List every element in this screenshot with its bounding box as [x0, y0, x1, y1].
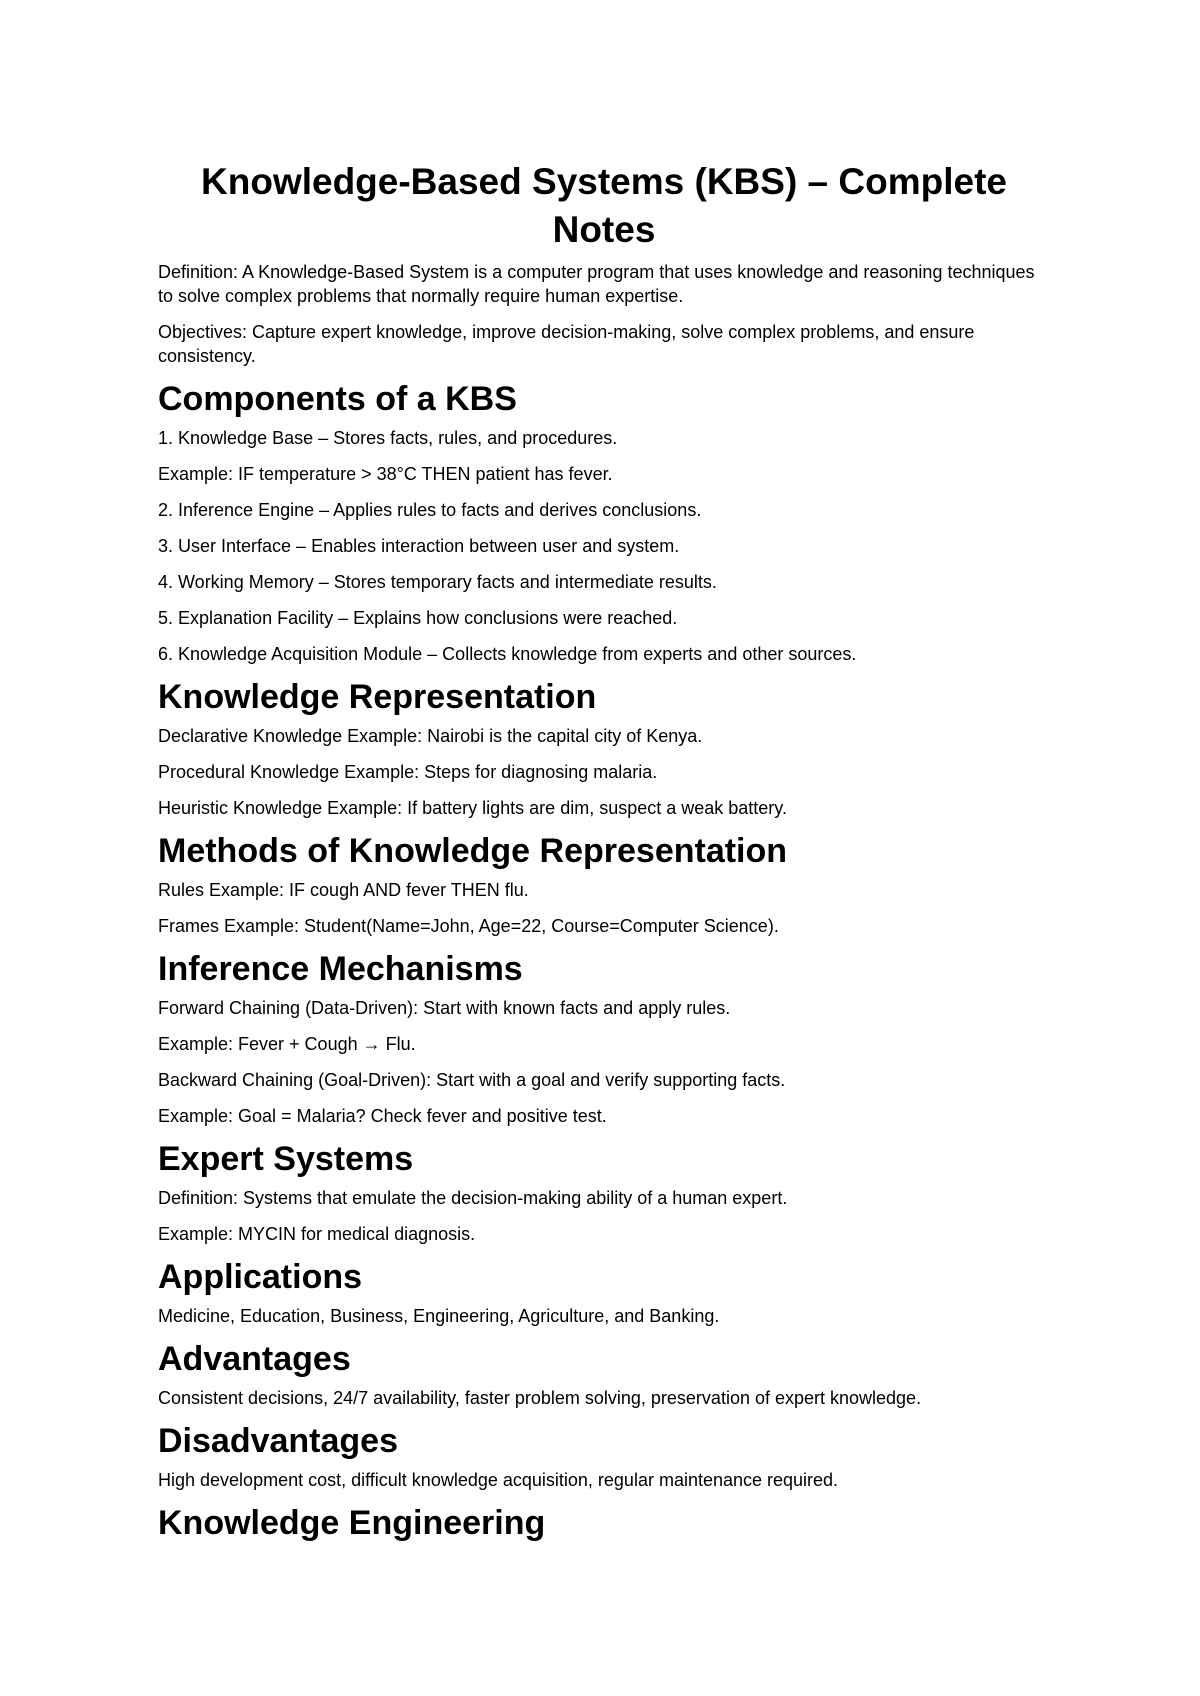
- section-paragraph: Procedural Knowledge Example: Steps for diagnosing malaria.: [158, 762, 658, 782]
- section-paragraph: 2. Inference Engine – Applies rules to facts and derives conclusions.: [158, 500, 702, 520]
- section-paragraph: Definition: Systems that emulate the decision-making ability of a human expert.: [158, 1188, 788, 1208]
- section-paragraph: 5. Explanation Facility – Explains how conclusions were reached.: [158, 608, 678, 628]
- section-paragraph: Heuristic Knowledge Example: If battery lights are dim, suspect a weak battery.: [158, 798, 787, 818]
- intro-objectives: Objectives: Capture expert knowledge, improve decision-making, solve complex problems, and ensure consistency.: [158, 322, 975, 366]
- section-paragraph: 3. User Interface – Enables interaction between user and system.: [158, 536, 680, 556]
- section-paragraph: Consistent decisions, 24/7 availability, faster problem solving, preservation of expert knowledge.: [158, 1388, 922, 1408]
- section-heading-knowledge-engineering: Knowledge Engineering: [158, 1504, 546, 1542]
- section-heading-knowledge-representation: Knowledge Representation: [158, 678, 597, 716]
- section-heading-disadvantages: Disadvantages: [158, 1422, 398, 1460]
- section-paragraph: Rules Example: IF cough AND fever THEN flu.: [158, 880, 529, 900]
- section-paragraph: Forward Chaining (Data-Driven): Start with known facts and apply rules.: [158, 998, 731, 1018]
- document-title: Knowledge-Based Systems (KBS) – Complete Notes: [201, 161, 1007, 250]
- section-heading-applications: Applications: [158, 1258, 363, 1296]
- section-paragraph: Backward Chaining (Goal-Driven): Start with a goal and verify supporting facts.: [158, 1070, 786, 1090]
- section-heading-inference: Inference Mechanisms: [158, 950, 523, 988]
- section-paragraph: Medicine, Education, Business, Engineering, Agriculture, and Banking.: [158, 1306, 720, 1326]
- section-paragraph: 4. Working Memory – Stores temporary facts and intermediate results.: [158, 572, 717, 592]
- section-heading-components: Components of a KBS: [158, 380, 517, 418]
- section-paragraph: Example: MYCIN for medical diagnosis.: [158, 1224, 476, 1244]
- section-heading-expert-systems: Expert Systems: [158, 1140, 414, 1178]
- section-paragraph: Example: Fever + Cough → Flu.: [158, 1034, 416, 1054]
- section-paragraph: 6. Knowledge Acquisition Module – Collects knowledge from experts and other sources.: [158, 644, 857, 664]
- section-heading-methods: Methods of Knowledge Representation: [158, 832, 788, 870]
- section-paragraph: Declarative Knowledge Example: Nairobi is the capital city of Kenya.: [158, 726, 703, 746]
- section-paragraph: Example: IF temperature > 38°C THEN patient has fever.: [158, 464, 613, 484]
- intro-definition: Definition: A Knowledge-Based System is a computer program that uses knowledge and reasoning techniques to solve complex problems that normally require human expertise.: [158, 262, 1035, 306]
- section-paragraph: High development cost, difficult knowledge acquisition, regular maintenance required.: [158, 1470, 839, 1490]
- section-paragraph: Frames Example: Student(Name=John, Age=22, Course=Computer Science).: [158, 916, 779, 936]
- section-paragraph: 1. Knowledge Base – Stores facts, rules, and procedures.: [158, 428, 618, 448]
- section-heading-advantages: Advantages: [158, 1340, 351, 1378]
- section-paragraph: Example: Goal = Malaria? Check fever and positive test.: [158, 1106, 607, 1126]
